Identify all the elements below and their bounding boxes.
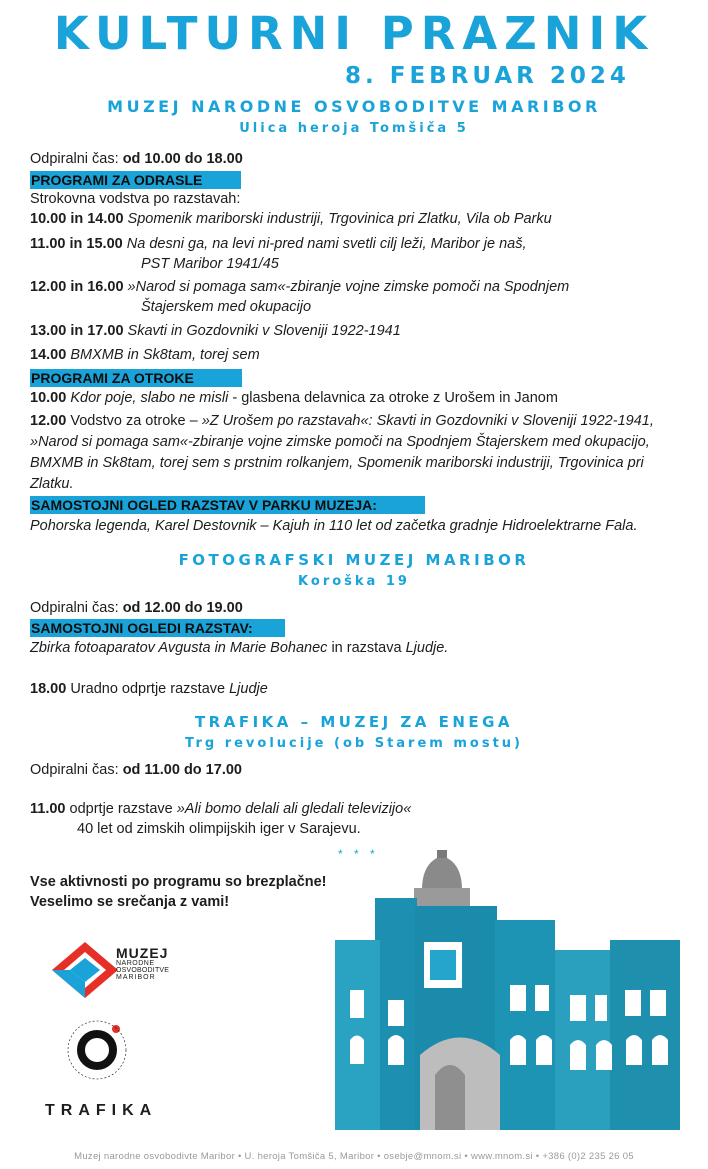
venue-address-mno: Ulica heroja Tomšiča 5 bbox=[239, 121, 469, 136]
venue-title-foto: FOTOGRAFSKI MUZEJ MARIBOR bbox=[178, 551, 530, 569]
program-time: 11.00 in 15.00 bbox=[30, 236, 123, 252]
section-heading-kids: PROGRAMI ZA OTROKE bbox=[30, 369, 242, 387]
venue-title-trafika: TRAFIKA – MUZEJ ZA ENEGA bbox=[194, 713, 514, 731]
venue-title-mno: MUZEJ NARODNE OSVOBODITVE MARIBOR bbox=[107, 97, 601, 116]
section-heading-park: SAMOSTOJNI OGLED RAZSTAV V PARKU MUZEJA: bbox=[30, 496, 425, 514]
venue-address-foto: Koroška 19 bbox=[298, 574, 410, 589]
mno-logo-line: OSVOBODITVE bbox=[116, 967, 170, 974]
program-text-cont: PST Maribor 1941/45 bbox=[141, 256, 279, 272]
kids-program-item bbox=[30, 388, 558, 408]
program-text-italic: Kdor poje, slabo ne misli bbox=[70, 390, 229, 406]
opening-hours-value: od 10.00 do 18.00 bbox=[122, 151, 243, 167]
program-time: 13.00 in 17.00 bbox=[30, 323, 124, 339]
program-text: »Narod si pomaga sam«-zbiranje vojne zimske pomoči na Spodnjem bbox=[127, 279, 570, 295]
park-exhibitions: Pohorska legenda, Karel Destovnik – Kajuh in 110 let od začetka gradnje Hidroelektrarne Fala. bbox=[30, 518, 638, 534]
exhibition-join: in razstava bbox=[327, 640, 406, 656]
opening-hours-label: Odpiralni čas: bbox=[30, 600, 123, 616]
program-time: 11.00 bbox=[30, 801, 66, 817]
program-text: - glasbena delavnica za otroke z Urošem in Janom bbox=[228, 390, 558, 406]
closing-greeting: Veselimo se srečanja z vami! bbox=[30, 894, 230, 910]
event-date: 8. FEBRUAR 2024 bbox=[345, 63, 630, 89]
foto-museum-logo-mark bbox=[62, 1015, 132, 1085]
exhibition-title: Zbirka fotoaparatov Avgusta in Marie Bohanec bbox=[30, 640, 328, 656]
kids-program-item bbox=[30, 411, 680, 495]
program-text: Uradno odprtje razstave bbox=[66, 681, 230, 697]
program-text-italic: »Z Urošem po razstavah«: Skavti in Gozdovniki v Sloveniji 1922-1941, »Narod si pomaga sam«-zbiranje vojne zimske pomoči na Spodnjem Štajerskem med okupacijo, BMXMB in Sk8tam, torej sem s prstnim rolkanjem, Spomenik mariborski industriji, Trgovinica pri Zlatku. bbox=[30, 413, 654, 492]
opening-hours-value: od 11.00 do 17.00 bbox=[122, 762, 242, 778]
program-time: 12.00 in 16.00 bbox=[30, 279, 124, 295]
program-text: Na desni ga, na levi ni-pred nami svetli cilj leži, Maribor je naš, bbox=[126, 236, 527, 252]
program-item bbox=[30, 209, 552, 229]
foto-museum-logo bbox=[62, 1015, 132, 1085]
guided-tours-intro: Strokovna vodstva po razstavah: bbox=[30, 191, 241, 207]
program-time: 10.00 bbox=[30, 390, 67, 406]
program-time: 12.00 bbox=[30, 413, 67, 429]
program-text-cont: Štajerskem med okupacijo bbox=[141, 299, 312, 315]
foto-exhibitions bbox=[30, 638, 448, 658]
program-text: BMXMB in Sk8tam, torej sem bbox=[70, 347, 260, 363]
program-item bbox=[30, 277, 569, 297]
opening-hours-trafika bbox=[30, 760, 242, 780]
opening-hours-mno bbox=[30, 149, 243, 169]
program-text-italic: Ljudje bbox=[229, 681, 268, 697]
trafika-event-cont: 40 let od zimskih olimpijskih iger v Sarajevu. bbox=[77, 821, 361, 837]
program-time: 14.00 bbox=[30, 347, 67, 363]
museum-building-illustration bbox=[310, 850, 695, 1150]
program-text: odprtje razstave bbox=[65, 801, 177, 817]
page-title: KULTURNI PRAZNIK bbox=[53, 7, 655, 60]
program-time: 10.00 in 14.00 bbox=[30, 211, 124, 227]
trafika-logo-text: TRAFIKA bbox=[45, 1102, 158, 1119]
exhibition-title: Ljudje. bbox=[405, 640, 449, 656]
opening-hours-foto bbox=[30, 598, 243, 618]
separator-stars: * * * bbox=[338, 847, 379, 861]
section-heading-foto: SAMOSTOJNI OGLEDI RAZSTAV: bbox=[30, 619, 285, 637]
program-item bbox=[30, 345, 260, 365]
program-text: Vodstvo za otroke – bbox=[66, 413, 202, 429]
foto-opening bbox=[30, 679, 268, 699]
mno-logo-line: MARIBOR bbox=[116, 974, 156, 981]
venue-address-trafika: Trg revolucije (ob Starem mostu) bbox=[185, 736, 523, 751]
program-item bbox=[30, 234, 526, 254]
footer-contact: Muzej narodne osvobodivte Maribor • U. heroja Tomšiča 5, Maribor • osebje@mnom.si • www.mnom.si • +386 (0)2 235 26 05 bbox=[74, 1151, 634, 1162]
program-text: Spomenik mariborski industriji, Trgovinica pri Zlatku, Vila ob Parku bbox=[127, 211, 552, 227]
free-activities-note: Vse aktivnosti po programu so brezplačne! bbox=[30, 874, 327, 890]
mno-logo-word: MUZEJ bbox=[116, 945, 169, 961]
mno-logo-mark bbox=[50, 940, 120, 1000]
trafika-event bbox=[30, 799, 411, 819]
program-text: Skavti in Gozdovniki v Sloveniji 1922-1941 bbox=[127, 323, 401, 339]
program-text-italic: »Ali bomo delali ali gledali televizijo« bbox=[176, 801, 412, 817]
opening-hours-label: Odpiralni čas: bbox=[30, 151, 123, 167]
opening-hours-label: Odpiralni čas: bbox=[30, 762, 123, 778]
trafika-logo bbox=[45, 1102, 157, 1120]
mno-logo-line: NARODNE bbox=[116, 960, 155, 967]
opening-hours-value: od 12.00 do 19.00 bbox=[122, 600, 243, 616]
program-item bbox=[30, 321, 401, 341]
mno-logo bbox=[50, 940, 170, 1005]
program-time: 18.00 bbox=[30, 681, 67, 697]
section-heading-adults: PROGRAMI ZA ODRASLE bbox=[30, 171, 241, 189]
